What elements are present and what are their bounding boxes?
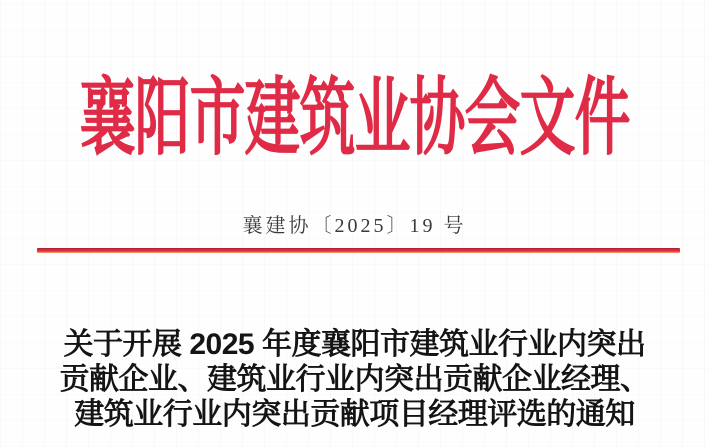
notice-title xyxy=(0,327,709,432)
notice-title-line-1: 关于开展 2025 年度襄阳市建筑业行业内突出 xyxy=(63,328,646,361)
notice-title-line-3: 建筑业行业内突出贡献项目经理评选的通知 xyxy=(74,398,635,431)
document-number: 襄建协〔2025〕19 号 xyxy=(242,215,467,237)
red-divider-line xyxy=(37,248,680,253)
notice-title-line-2: 贡献企业、建筑业行业内突出贡献企业经理、 xyxy=(59,363,650,396)
letterhead-org-title: 襄阳市建筑业协会文件 xyxy=(79,72,630,167)
